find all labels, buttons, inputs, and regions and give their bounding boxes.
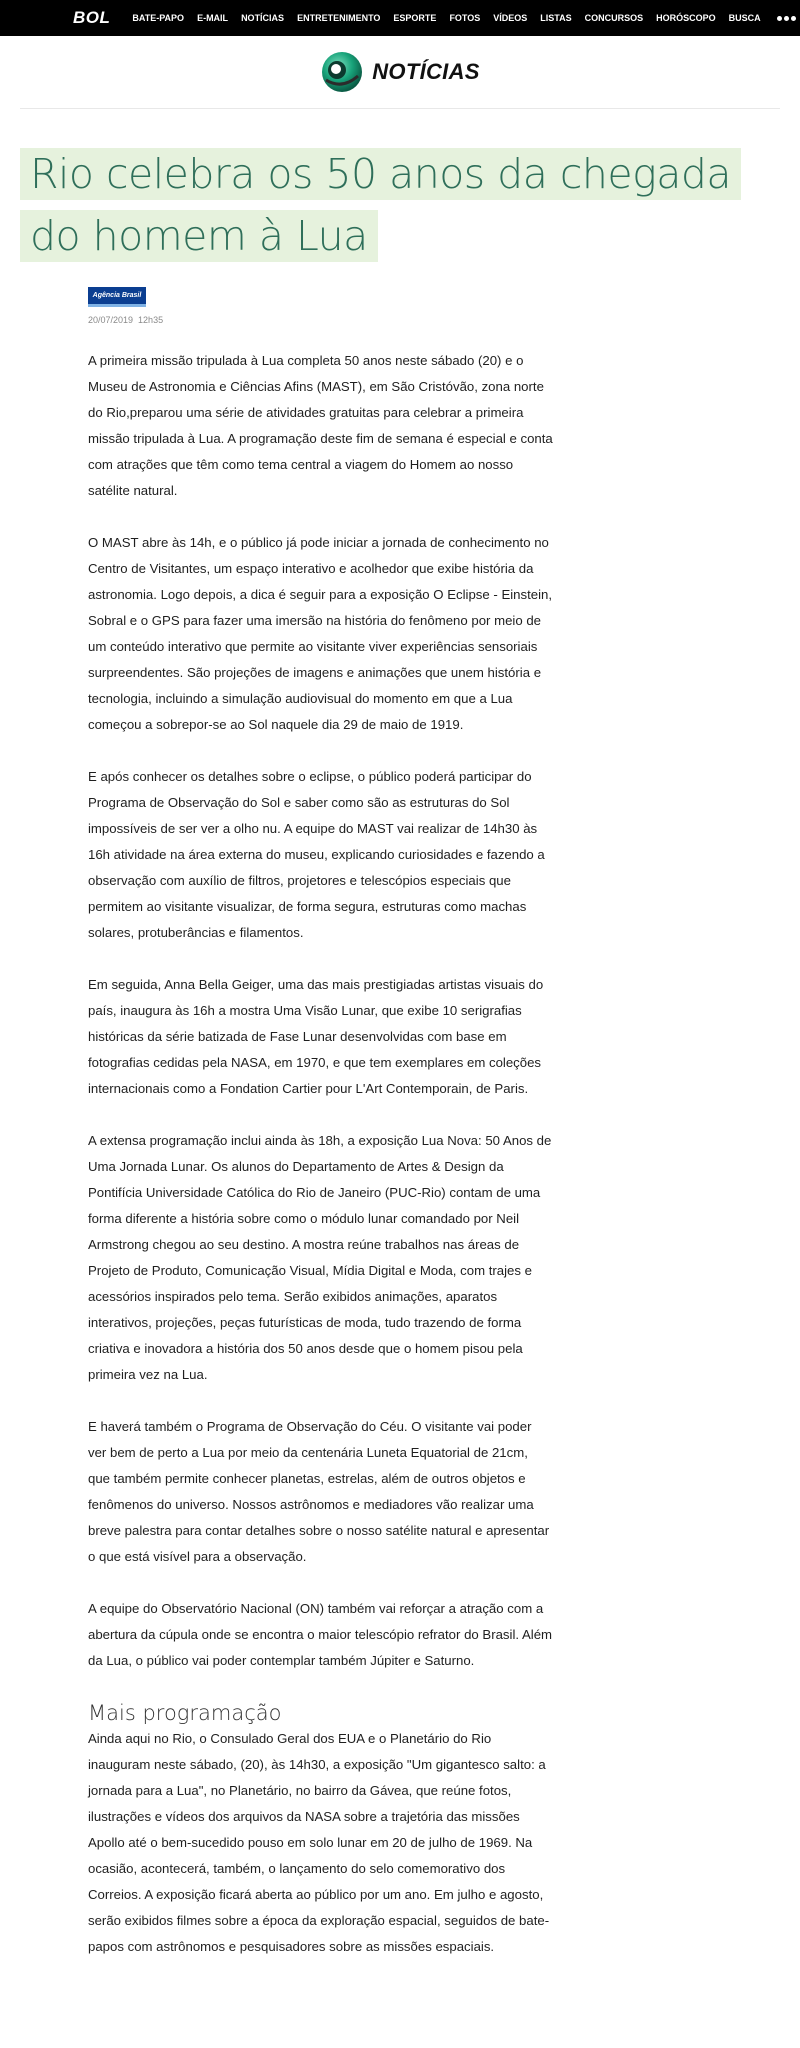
bol-logo[interactable]: BOL (73, 8, 111, 27)
nav-item-email[interactable]: E-MAIL (197, 13, 229, 23)
nav-item-videos[interactable]: VÍDEOS (493, 13, 528, 23)
article-title (20, 143, 780, 267)
article-dateline (88, 315, 163, 325)
top-navigation-bar (0, 0, 800, 36)
nav-item-concursos[interactable]: CONCURSOS (584, 13, 644, 23)
article-paragraph: Em seguida, Anna Bella Geiger, uma das mais prestigiadas artistas visuais do país, inaugura às 16h a mostra Uma Visão Lunar, que exibe 10 serigrafias históricas da série batizada de Fase Lunar desenvolvidas com base em fotografias cedidas pela NASA, em 1970, e que tem exemplares em coleções internacionais como a Fondation Cartier pour L'Art Contemporain, de Paris. (88, 977, 544, 1096)
noticias-brand[interactable] (0, 50, 800, 94)
article-paragraph: Ainda aqui no Rio, o Consulado Geral dos EUA e o Planetário do Rio inauguram neste sábado, (20), às 14h30, a exposição "Um gigantesco salto: a jornada para a Lua", no Planetário, no bairro da Gávea, que reúne fotos, ilustrações e vídeos dos arquivos da NASA sobre a trajetória das missões Apollo até o bem-sucedido pouso em solo lunar em 20 de julho de 1969. Na ocasião, acontecerá, também, o lançamento do selo comemorativo dos Correios. A exposição ficará aberta ao público por um ano. Em julho e agosto, serão exibidos filmes sobre a época da exploração espacial, seguidos de bate-papos com astrônomos e pesquisadores sobre as missões espaciais. (88, 1731, 550, 1954)
more-menu-icon[interactable] (777, 16, 796, 21)
source-badge: Agência Brasil (88, 287, 146, 307)
article-paragraph: A primeira missão tripulada à Lua completa 50 anos neste sábado (20) e o Museu de Astronomia e Ciências Afins (MAST), em São Cristóvão, zona norte do Rio,preparou uma série de atividades gratuitas para celebrar a primeira missão tripulada à Lua. A programação deste fim de semana é especial e conta com atrações que têm como tema central a viagem do Homem ao nosso satélite natural. (88, 353, 553, 498)
article-paragraph: O MAST abre às 14h, e o público já pode iniciar a jornada de conhecimento no Centro de Visitantes, um espaço interativo e acolhedor que exibe história da astronomia. Logo depois, a dica é seguir para a exposição O Eclipse - Einstein, Sobral e o GPS para fazer uma imersão na história do fenômeno por meio de um conteúdo interativo que permite ao visitante viver experiências sensoriais surpreendentes. São projeções de imagens e animações que unem história e tecnologia, incluindo a simulação audiovisual do momento em que a Lua começou a sobrepor-se ao Sol naquele dia 29 de maio de 1919. (88, 535, 553, 732)
headline-block (20, 143, 780, 267)
nav-item-fotos[interactable]: FOTOS (449, 13, 481, 23)
article-date: 20/07/2019 (88, 315, 134, 325)
article-paragraph: A equipe do Observatório Nacional (ON) também vai reforçar a atração com a abertura da cúpula onde se encontra o maior telescópio refrator do Brasil. Além da Lua, o público vai poder contemplar também Júpiter e Saturno. (88, 1601, 553, 1668)
article-body (88, 348, 553, 1986)
nav-item-noticias[interactable]: NOTÍCIAS (241, 13, 285, 23)
bol-noticias-orb-icon (320, 50, 364, 94)
header-divider (20, 108, 780, 109)
nav-item-busca[interactable]: BUSCA (728, 13, 761, 23)
nav-item-bate-papo[interactable]: BATE-PAPO (132, 13, 185, 23)
article-paragraph: A extensa programação inclui ainda às 18h, a exposição Lua Nova: 50 Anos de Uma Jornada Lunar. Os alunos do Departamento de Artes & Design da Pontifícia Universidade Católica do Rio de Janeiro (PUC-Rio) contam de uma forma diferente a história sobre como o módulo lunar comandado por Neil Armstrong chegou ao seu destino. A mostra reúne trabalhos nas áreas de Projeto de Produto, Comunicação Visual, Mídia Digital e Moda, com trajes e acessórios inspirados pelo tema. Serão exibidos animações, aparatos interativos, projeções, peças futurísticas de moda, tudo trazendo de forma criativa e inovadora a história dos 50 anos desde que o homem pisou pela primeira vez na Lua. (88, 1133, 552, 1382)
nav-item-entretenimento[interactable]: ENTRETENIMENTO (297, 13, 381, 23)
article-title-text: Rio celebra os 50 anos da chegada do homem à Lua (20, 148, 741, 262)
article-paragraph: E haverá também o Programa de Observação do Céu. O visitante vai poder ver bem de perto a Lua por meio da centenária Luneta Equatorial de 21cm, que também permite conhecer planetas, estrelas, além de outros objetos e fenômenos do universo. Nossos astrônomos e mediadores vão realizar uma breve palestra para contar detalhes sobre o nosso satélite natural e apresentar o que está visível para a observação. (88, 1419, 550, 1564)
article-subheading: Mais programação (88, 1701, 282, 1725)
nav-item-esporte[interactable]: ESPORTE (393, 13, 437, 23)
article-paragraph: E após conhecer os detalhes sobre o eclipse, o público poderá participar do Programa de Observação do Sol e saber como são as estruturas do Sol impossíveis de ser ver a olho nu. A equipe do MAST vai realizar de 14h30 às 16h atividade na área externa do museu, explicando curiosidades e fazendo a observação com auxílio de filtros, projetores e telescópios especiais que permitem ao visitante visualizar, de forma segura, estruturas como machas solares, protuberâncias e filamentos. (88, 769, 545, 940)
nav-item-horoscopo[interactable]: HORÓSCOPO (656, 13, 716, 23)
nav-item-listas[interactable]: LISTAS (540, 13, 572, 23)
article-time: 12h35 (138, 315, 164, 325)
brand-label: NOTÍCIAS (372, 59, 480, 84)
main-nav (132, 13, 795, 23)
